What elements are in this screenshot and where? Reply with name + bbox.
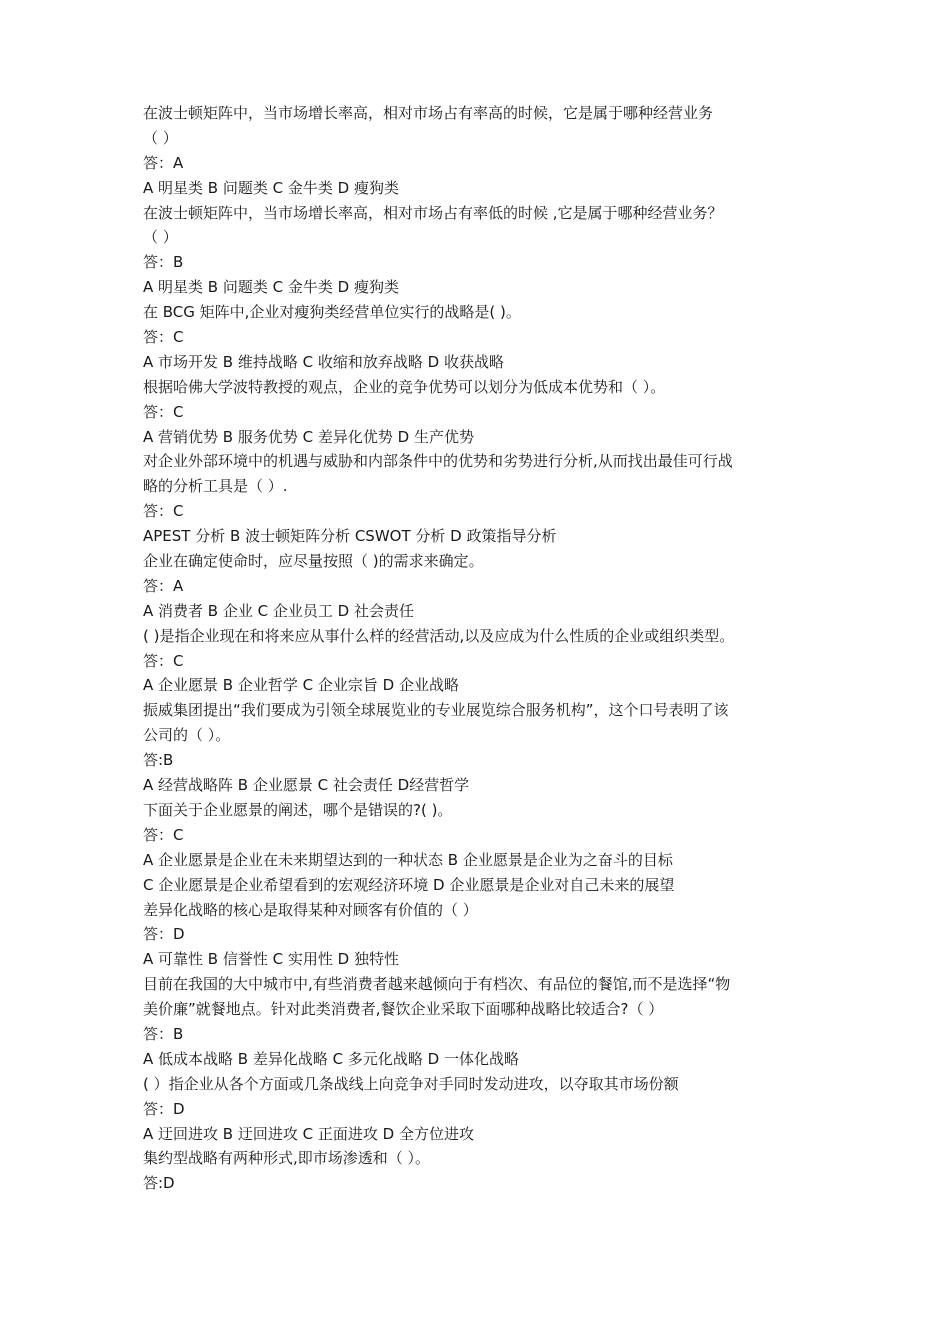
- options-line: A 明星类 B 问题类 C 金牛类 D 瘦狗类: [143, 278, 399, 297]
- answer-line: 答：C: [143, 651, 184, 670]
- question-text: 差异化战略的核心是取得某种对顾客有价值的（ ）: [143, 900, 478, 919]
- options-line: A 迂回进攻 B 迂回进攻 C 正面进攻 D 全方位进攻: [143, 1124, 474, 1143]
- question-text: 在 BCG 矩阵中,企业对瘦狗类经营单位实行的战略是( )。: [143, 303, 521, 322]
- answer-line: 答：C: [143, 328, 184, 347]
- answer-line: 答：B: [143, 1024, 184, 1043]
- answer-line: 答：A: [143, 576, 184, 595]
- question-text: ( ）指企业从各个方面或几条战线上向竞争对手同时发动进攻，以夺取其市场份额: [143, 1074, 679, 1093]
- question-blank: （ ）: [143, 228, 178, 247]
- question-text: 集约型战略有两种形式,即市场渗透和（ ）。: [143, 1149, 431, 1168]
- answer-line: 答：C: [143, 402, 184, 421]
- answer-line: 答：B: [143, 253, 184, 272]
- question-text: 在波士顿矩阵中，当市场增长率高，相对市场占有率高的时候，它是属于哪种经营业务: [143, 104, 714, 122]
- answer-line: 答：C: [143, 825, 184, 844]
- answer-line: 答:D: [143, 1174, 175, 1193]
- question-text: 根据哈佛大学波特教授的观点，企业的竞争优势可以划分为低成本优势和（ ）。: [143, 377, 666, 396]
- options-line: A 企业愿景 B 企业哲学 C 企业宗旨 D 企业战略: [143, 676, 459, 695]
- question-text: 振威集团提出“我们要成为引领全球展览业的专业展览综合服务机构”，这个口号表明了该: [143, 701, 729, 720]
- question-text: 企业在确定使命时，应尽量按照（ )的需求来确定。: [143, 552, 484, 571]
- options-line: A 可靠性 B 信誉性 C 实用性 D 独特性: [143, 950, 399, 969]
- question-text: 目前在我国的大中城市中,有些消费者越来越倾向于有档次、有品位的餐馆,而不是选择“物: [143, 975, 731, 994]
- options-line: A 企业愿景是企业在未来期望达到的一种状态 B 企业愿景是企业为之奋斗的目标: [143, 850, 673, 869]
- question-text: ( )是指企业现在和将来应从事什么样的经营活动,以及应成为什么性质的企业或组织类型。: [143, 626, 735, 645]
- options-line: A 明星类 B 问题类 C 金牛类 D 瘦狗类: [143, 178, 399, 197]
- answer-line: 答:B: [143, 751, 174, 770]
- options-line: A 低成本战略 B 差异化战略 C 多元化战略 D 一体化战略: [143, 1049, 519, 1068]
- question-text: 下面关于企业愿景的阐述，哪个是错误的?( )。: [143, 800, 453, 819]
- question-text-continued: 公司的（ ）。: [143, 726, 231, 745]
- question-text-continued: 略的分析工具是（ ）.: [143, 477, 288, 496]
- answer-line: 答：A: [143, 153, 184, 172]
- question-text: 在波士顿矩阵中，当市场增长率高，相对市场占有率低的时候 ,它是属于哪种经营业务？: [143, 203, 723, 222]
- question-list: [143, 101, 823, 1196]
- question-text-continued: 美价廉”就餐地点。针对此类消费者,餐饮企业采取下面哪种战略比较适合?（ ）: [143, 1000, 664, 1019]
- answer-line: 答：D: [143, 925, 185, 944]
- options-line: A 经营战略阵 B 企业愿景 C 社会责任 D经营哲学: [143, 776, 470, 795]
- answer-line: 答：D: [143, 1099, 185, 1118]
- options-line: A 市场开发 B 维持战略 C 收缩和放弃战略 D 收获战略: [143, 352, 504, 371]
- question-blank: （ ）: [143, 128, 178, 147]
- options-line: A 营销优势 B 服务优势 C 差异化优势 D 生产优势: [143, 427, 474, 446]
- options-line: APEST 分析 B 波士顿矩阵分析 CSWOT 分析 D 政策指导分析: [143, 527, 557, 546]
- answer-line: 答：C: [143, 502, 184, 521]
- options-line: A 消费者 B 企业 C 企业员工 D 社会责任: [143, 601, 414, 620]
- question-text: 对企业外部环境中的机遇与威胁和内部条件中的优势和劣势进行分析,从而找出最佳可行战: [143, 452, 733, 471]
- options-line: C 企业愿景是企业希望看到的宏观经济环境 D 企业愿景是企业对自己未来的展望: [143, 875, 675, 894]
